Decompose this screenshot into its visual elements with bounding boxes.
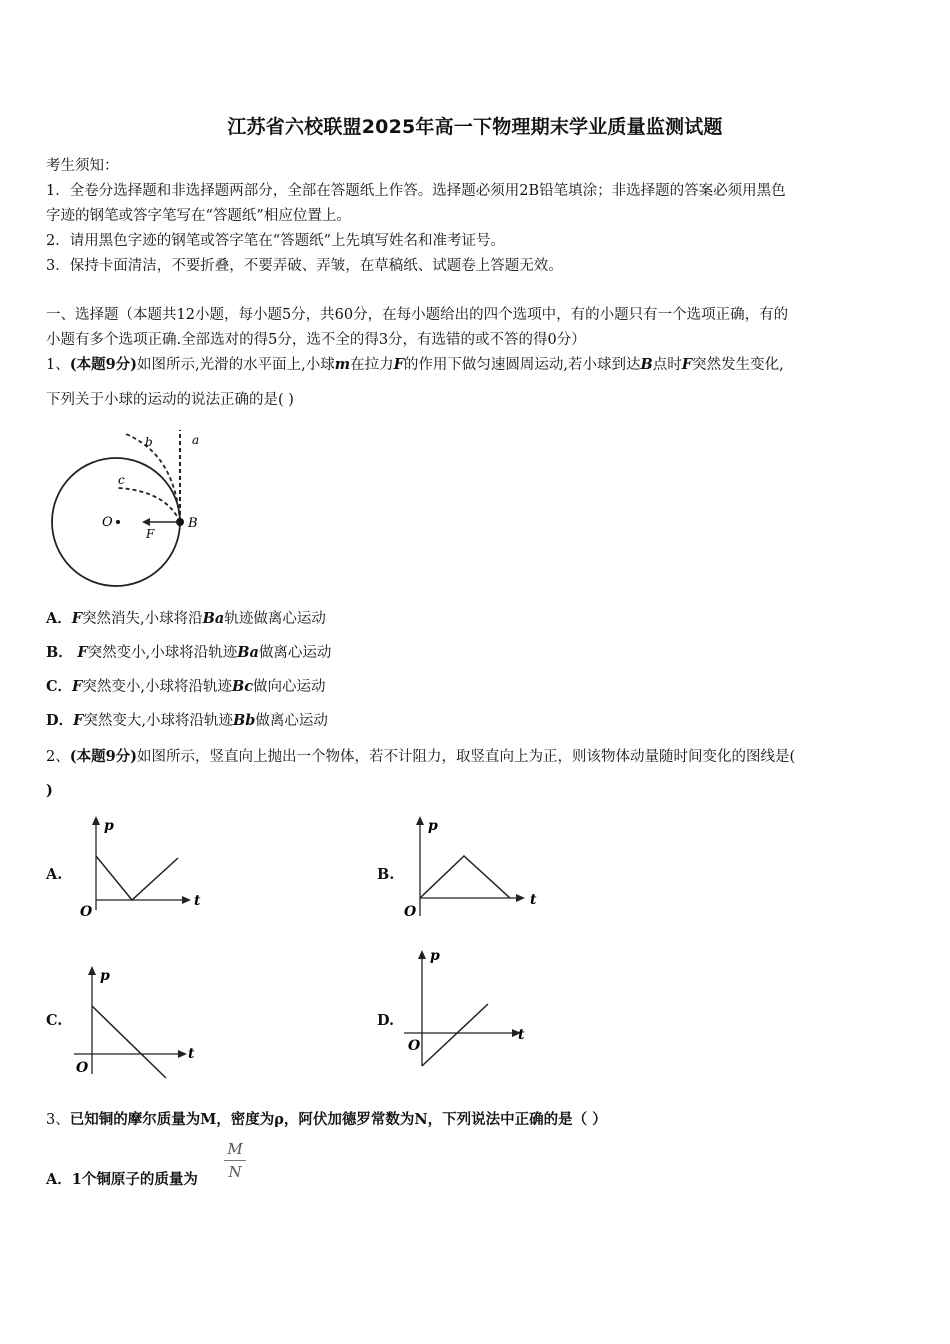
axis-label-t: t <box>530 892 537 908</box>
fraction-denominator: N <box>228 1163 242 1181</box>
question-1-stem <box>46 353 784 374</box>
y-arrowhead <box>418 950 426 959</box>
option-text: 突然消失,小球将沿 <box>82 611 203 627</box>
axis-label-t: t <box>188 1046 195 1062</box>
question-1-stem-cont: 下列关于小球的运动的说法正确的是( ) <box>46 392 294 408</box>
origin-label: O <box>408 1038 421 1054</box>
q1-option-b[interactable] <box>46 641 331 662</box>
option-var: F <box>72 678 83 695</box>
p-curve <box>422 1004 488 1066</box>
label-point-b: B <box>188 516 198 531</box>
q1-option-d[interactable] <box>46 709 328 730</box>
question-number: 1、 <box>46 357 70 373</box>
q2-option-b-label[interactable]: B. <box>377 866 395 883</box>
notice-item-2: 2．请用黑色字迹的钢笔或答字笔在“答题纸”上先填写姓名和准考证号。 <box>46 233 506 249</box>
p-curve <box>92 1006 166 1078</box>
q1-option-a[interactable] <box>46 607 326 628</box>
option-track: Ba <box>202 610 225 627</box>
q1-text-c: 的作用下做匀速圆周运动,若小球到达 <box>403 357 641 373</box>
option-text: 1个铜原子的质量为 <box>71 1171 198 1188</box>
y-arrowhead <box>92 816 100 825</box>
y-arrowhead <box>88 966 96 975</box>
notice-item-1-cont: 字迹的钢笔或答字笔写在“答题纸”相应位置上。 <box>46 208 351 224</box>
x-arrowhead <box>178 1050 187 1058</box>
axis-label-p: p <box>428 818 438 834</box>
section-heading-cont: 小题有多个选项正确.全部选对的得5分，选不全的得3分，有选错的或不答的得0分） <box>46 332 586 348</box>
question-score: (本题9分) <box>69 748 138 765</box>
p-curve <box>96 856 178 900</box>
q1-option-c[interactable] <box>46 675 326 696</box>
question-number: 3、 <box>46 1112 70 1128</box>
fraction-bar <box>224 1160 246 1161</box>
q3-option-a[interactable] <box>46 1168 198 1189</box>
q1-circle-figure <box>46 422 216 587</box>
axis-label-p: p <box>100 968 110 984</box>
option-tail: 做向心运动 <box>253 679 326 695</box>
q1-text-a: 如图所示,光滑的水平面上,小球 <box>137 357 335 373</box>
axis-label-p: p <box>430 948 440 964</box>
track-c <box>118 488 180 522</box>
option-label: A． <box>46 610 72 627</box>
label-b: b <box>145 435 153 449</box>
section-heading: 一、选择题（本题共12小题，每小题5分，共60分，在每小题给出的四个选项中，有的小题只有一个选项正确，有的 <box>46 307 789 323</box>
y-arrowhead <box>416 816 424 825</box>
fraction-numerator: M <box>227 1140 243 1158</box>
x-arrowhead <box>182 896 191 904</box>
label-f: F <box>146 527 155 541</box>
option-label: D． <box>46 712 74 729</box>
page-title: 江苏省六校联盟2025年高一下物理期末学业质量监测试题 <box>227 116 723 138</box>
q1-var-m: m <box>334 356 351 373</box>
q2-graph-c[interactable] <box>70 962 210 1082</box>
force-arrowhead <box>142 518 150 526</box>
q2-option-c-label[interactable]: C. <box>46 1012 63 1029</box>
option-tail: 轨迹做离心运动 <box>224 611 326 627</box>
question-number: 2、 <box>46 749 70 765</box>
q2-text: 如图所示，竖直向上抛出一个物体，若不计阻力，取竖直向上为正，则该物体动量随时间变化的图线是( <box>137 749 796 765</box>
option-track: Bb <box>232 712 256 729</box>
q1-text-d: 点时 <box>652 357 682 373</box>
axis-label-t: t <box>194 893 201 909</box>
option-track: Bc <box>231 678 254 695</box>
option-label: A． <box>46 1171 72 1188</box>
axis-label-t: t <box>518 1027 525 1043</box>
option-text: 突然变小,小球将沿轨迹 <box>87 645 238 661</box>
question-3-stem <box>46 1108 607 1129</box>
option-var: F <box>77 644 88 661</box>
question-2-stem <box>46 745 795 766</box>
center-o <box>116 520 120 524</box>
option-tail: 做离心运动 <box>258 645 332 661</box>
option-var: F <box>73 712 84 729</box>
q1-text-b: 在拉力 <box>350 357 394 373</box>
option-text: 突然变大,小球将沿轨迹 <box>83 713 233 729</box>
q1-var-f2: F <box>681 356 693 373</box>
q1-var-f: F <box>393 356 404 373</box>
question-2-stem-cont: ) <box>46 782 53 799</box>
option-var: F <box>71 610 83 627</box>
q3-text: 已知铜的摩尔质量为M，密度为ρ，阿伏加德罗常数为N，下列说法中正确的是（ ） <box>69 1111 607 1128</box>
origin-label: O <box>80 904 93 920</box>
option-track: Ba <box>237 644 259 661</box>
q2-graph-d[interactable] <box>398 942 538 1072</box>
question-score: (本题9分) <box>69 356 138 373</box>
q2-option-a-label[interactable]: A. <box>46 866 63 883</box>
option-text: 突然变小,小球将沿轨迹 <box>82 679 232 695</box>
notice-item-3: 3．保持卡面清洁，不要折叠，不要弄破、弄皱，在草稿纸、试题卷上答题无效。 <box>46 258 563 274</box>
notice-heading: 考生须知： <box>46 158 119 174</box>
q2-option-d-label[interactable]: D. <box>377 1012 395 1029</box>
q2-graph-b[interactable] <box>400 812 550 922</box>
option-label: C． <box>46 678 73 695</box>
option-label: B． <box>46 644 73 661</box>
axis-label-p: p <box>104 818 114 834</box>
origin-label: O <box>404 904 417 920</box>
option-tail: 做离心运动 <box>255 713 328 729</box>
q1-var-b: B <box>640 356 653 373</box>
label-a: a <box>192 433 200 447</box>
label-o: O <box>102 515 113 530</box>
p-curve <box>420 856 510 898</box>
x-arrowhead <box>516 894 525 902</box>
fraction-m-over-n <box>224 1140 246 1181</box>
q1-text-e: 突然发生变化, <box>692 357 784 373</box>
label-c: c <box>118 473 125 487</box>
notice-item-1: 1．全卷分选择题和非选择题两部分，全部在答题纸上作答。选择题必须用2B铅笔填涂；非选择题的答案必须用黑色 <box>46 183 786 199</box>
q2-graph-a[interactable] <box>74 812 214 922</box>
origin-label: O <box>76 1060 89 1076</box>
